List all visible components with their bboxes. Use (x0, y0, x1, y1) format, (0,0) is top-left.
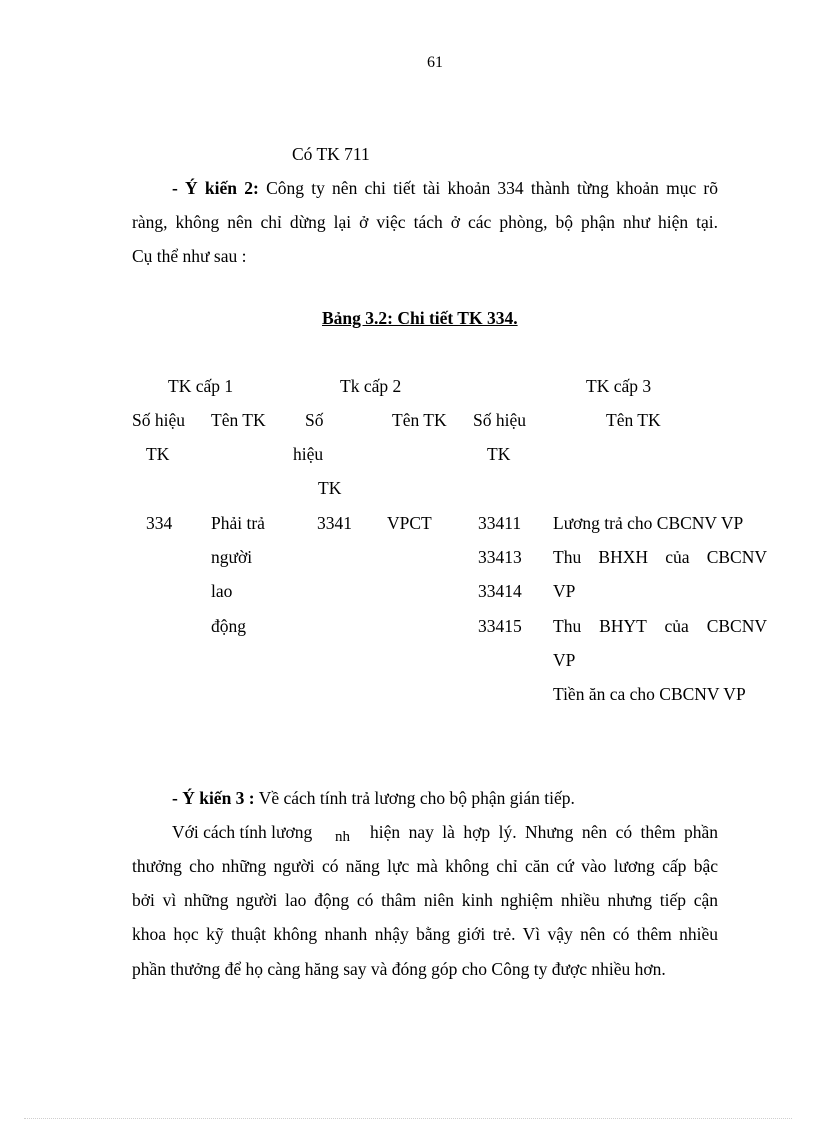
l3-name-5: VP (553, 650, 576, 670)
header-c3-number: Số hiệu (473, 410, 526, 430)
opinion2-line1 (172, 180, 718, 198)
intro-line: Có TK 711 (292, 144, 370, 164)
header-c1-name: Tên TK (211, 410, 266, 430)
page-number: 61 (427, 54, 443, 71)
l3-name-6: Tiền ăn ca cho CBCNV VP (553, 684, 746, 704)
opinion3-label: - Ý kiến 3 : (172, 788, 255, 808)
opinion3-text1: Về cách tính trả lương cho bộ phận gián tiếp. (258, 788, 575, 808)
opinion2-line3: Cụ thể như sau : (132, 246, 247, 266)
header-c2-number-c: TK (318, 478, 342, 498)
header-c3-name: Tên TK (606, 410, 661, 430)
header-c2-number: Số (305, 410, 324, 430)
opinion2-label: - Ý kiến 2: (172, 178, 259, 198)
l1-code: 334 (146, 513, 173, 533)
l1-name-4: động (211, 616, 246, 636)
header-c2-name: Tên TK (392, 410, 447, 430)
l1-name-2: người (211, 547, 253, 567)
l1-name-1: Phải trả (211, 513, 265, 533)
footer-divider (24, 1118, 792, 1119)
opinion3-line5: khoa học kỹ thuật không nhanh nhậy bằng giới trẻ. Vì vậy nên có thêm nhiều (132, 924, 718, 944)
header-level1: TK cấp 1 (168, 376, 234, 396)
header-c1-number-b: TK (146, 444, 170, 464)
opinion3-line3: thưởng cho những người có năng lực mà không chỉ căn cứ vào lương cấp bậc (132, 856, 718, 876)
header-level2: Tk cấp 2 (340, 376, 402, 396)
l3-code-3: 33414 (478, 581, 522, 601)
l3-code-2: 33413 (478, 547, 522, 567)
l3-name-1: Lương trả cho CBCNV VP (553, 513, 744, 533)
header-c2-number-b: hiệu (293, 444, 324, 464)
header-c1-number: Số hiệu (132, 410, 185, 430)
opinion3-line6: phần thưởng để họ càng hăng say và đóng góp cho Công ty được nhiều hơn. (132, 959, 666, 979)
header-level3: TK cấp 3 (586, 376, 652, 396)
opinion2-text1: Công ty nên chi tiết tài khoản 334 thành từng khoản mục rõ (266, 178, 719, 198)
opinion3-line4: bởi vì những người lao động có thâm niên kinh nghiệm nhiều nhưng tiếp cận (132, 890, 718, 910)
l3-code-1: 33411 (478, 513, 522, 533)
l3-code-4: 33415 (478, 616, 522, 636)
l2-code: 3341 (317, 513, 352, 533)
l3-name-3: VP (553, 581, 576, 601)
l3-name-2: Thu BHXH của CBCNV (553, 547, 767, 567)
opinion3-line1 (172, 790, 575, 808)
l1-name-3: lao (211, 581, 233, 601)
table-title: Bảng 3.2: Chi tiết TK 334. (322, 308, 518, 328)
opinion3-l2-rest: hiện nay là hợp lý. Nhưng nên có thêm phần (370, 822, 718, 842)
opinion3-l2-start: Với cách tính lương (172, 822, 313, 842)
opinion3-l2-stray: nh (335, 829, 350, 845)
l3-name-4: Thu BHYT của CBCNV (553, 616, 767, 636)
opinion2-line2: ràng, không nên chỉ dừng lại ở việc tách ở các phòng, bộ phận như hiện tại. (132, 212, 718, 232)
l2-name: VPCT (387, 513, 432, 533)
header-c3-number-b: TK (487, 444, 511, 464)
